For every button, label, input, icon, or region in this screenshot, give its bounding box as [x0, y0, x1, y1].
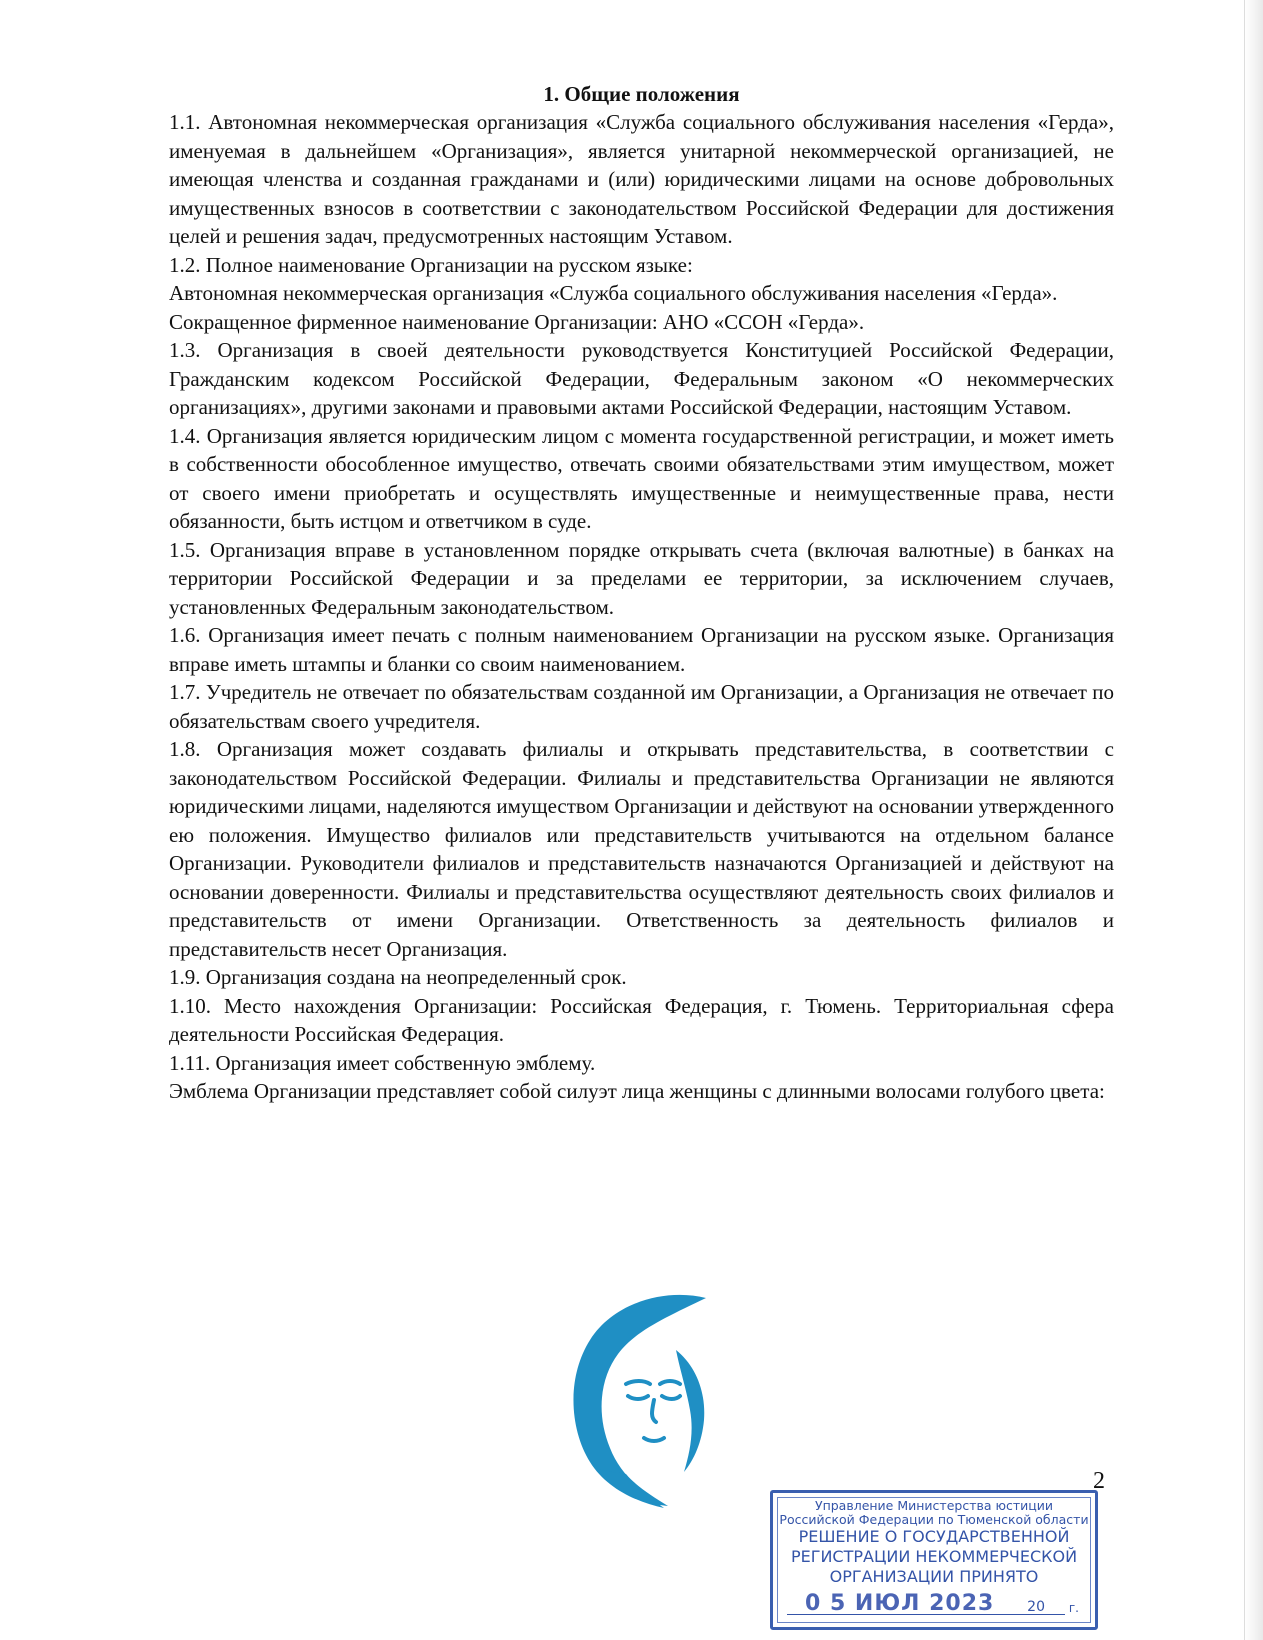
stamp-year-suffix: г.	[1068, 1601, 1079, 1615]
paragraph-1-5: 1.5. Организация вправе в установленном порядке открывать счета (включая валютные) в банках на территории Российской Федерации и за пределами ее территории, за исключением случаев, установленных Федеральным законодательством.	[169, 537, 1114, 619]
stamp-decision-line-2: РЕГИСТРАЦИИ НЕКОММЕРЧЕСКОЙ	[790, 1547, 1078, 1566]
paragraph-1-1: 1.1. Автономная некоммерческая организация «Служба социального обслуживания населения «Герда», именуемая в дальнейшем «Организация», является унитарной некоммерческой организацией, не имеющая членства и созданная гражданами и (или) юридическими лицами на основе добровольных имущественных взносов в соответствии с законодательством Российской Федерации для достижения целей и решения задач, предусмотренных настоящим Уставом.	[169, 110, 1114, 248]
document-body	[169, 80, 1114, 1106]
paragraph-full-name: Автономная некоммерческая организация «Служба социального обслуживания населения «Герда».	[169, 281, 1058, 305]
page-number: 2	[1093, 1468, 1105, 1494]
paragraph-1-3: 1.3. Организация в своей деятельности руководствуется Конституцией Российской Федерации, Гражданским кодексом Российской Федерации, Федеральным законом «О некоммерческих организациях», другими законами и правовыми актами Российской Федерации, настоящим Уставом.	[169, 338, 1114, 419]
paragraph-1-2: 1.2. Полное наименование Организации на русском языке:	[169, 252, 693, 277]
paragraph-1-9: 1.9. Организация создана на неопределенный срок.	[169, 965, 627, 989]
stamp-date-row	[787, 1593, 1085, 1619]
woman-face-silhouette-icon	[556, 1292, 726, 1510]
stamp-date-value: 0 5 ИЮЛ 2023	[805, 1591, 995, 1616]
stamp-authority-line-1: Управление Министерства юстиции	[814, 1498, 1054, 1513]
registration-stamp	[770, 1490, 1098, 1630]
paragraph-1-4: 1.4. Организация является юридическим лицом с момента государственной регистрации, и может иметь в собственности обособленное имущество, отвечать своими обязательствами этим имуществом, может от своего имени приобретать и осуществлять имущественные и неимущественные права, нести обязанности, быть истцом и ответчиком в суде.	[169, 423, 1114, 533]
paragraph-1-6: 1.6. Организация имеет печать с полным наименованием Организации на русском языке. Организация вправе иметь штампы и бланки со своим наименованием.	[169, 623, 1114, 676]
stamp-decision-line-1: РЕШЕНИЕ О ГОСУДАРСТВЕННОЙ	[798, 1527, 1070, 1546]
section-heading: 1. Общие положения	[543, 82, 740, 106]
page-edge	[1244, 0, 1263, 1640]
stamp-year-prefix: 20	[1027, 1599, 1045, 1615]
paragraph-1-8: 1.8. Организация может создавать филиалы и открывать представительства, в соответствии с законодательством Российской Федерации. Филиалы и представительства Организации не являются юридическими лицами, наделяются имуществом Организации и действуют на основании утвержденного ею положения. Имущество филиалов или представительств учитываются на отдельном балансе Организации. Руководители филиалов и представительств назначаются Организацией и действуют на основании доверенности. Филиалы и представительства осуществляют деятельность своих филиалов и представительств от имени Организации. Ответственность за деятельность филиалов и представительств несет Организация.	[169, 737, 1114, 961]
paragraph-1-7: 1.7. Учредитель не отвечает по обязательствам созданной им Организации, а Организация не отвечает по обязательствам своего учредителя.	[169, 680, 1114, 733]
paragraph-emblem-description: Эмблема Организации представляет собой силуэт лица женщины с длинными волосами голубого цвета:	[169, 1079, 1105, 1103]
paragraph-1-10: 1.10. Место нахождения Организации: Российская Федерация, г. Тюмень. Территориальная сфера деятельности Российская Федерация.	[169, 993, 1114, 1046]
paragraph-short-name: Сокращенное фирменное наименование Организации: АНО «ССОН «Герда».	[169, 309, 865, 334]
paragraph-1-11: 1.11. Организация имеет собственную эмблему.	[169, 1050, 596, 1075]
stamp-authority-line-2: Российской Федерации по Тюменской области	[779, 1512, 1089, 1527]
stamp-decision-line-3: ОРГАНИЗАЦИИ ПРИНЯТО	[829, 1567, 1039, 1586]
